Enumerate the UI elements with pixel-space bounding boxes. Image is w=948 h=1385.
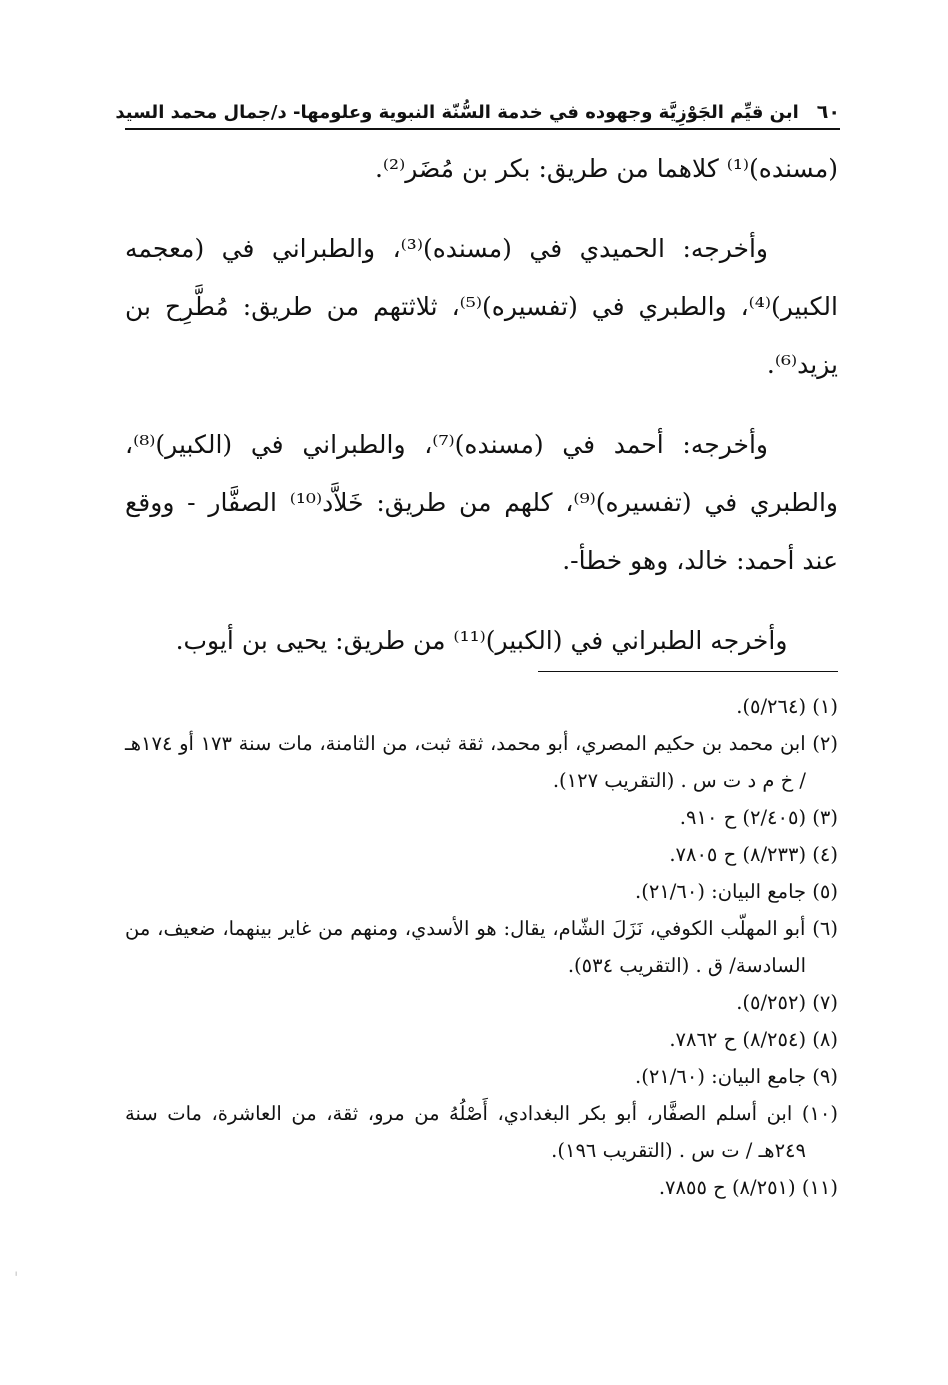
running-header <box>115 96 840 130</box>
footnote-5: (٥) جامع البيان: (٢١/٦٠). <box>635 880 838 903</box>
main-text <box>125 140 838 670</box>
footnote-10: (١٠) ابن أسلم الصفَّار، أبو بكر البغدادي، أَصْلُهُ من مرو، ثقة، من العاشرة، مات سنة ٢٤٩هـ / ت س . (التقريب ١٩٦). <box>125 1102 838 1162</box>
footnote-8: (٨) (٨/٢٥٤) ح ٧٨٦٢. <box>669 1028 838 1051</box>
scan-marker: ' <box>14 1268 19 1287</box>
paragraph-2: وأخرجه: الحميدي في (مسنده)⁽³⁾، والطبراني في (معجمه الكبير)⁽⁴⁾، والطبري في (تفسيره)⁽⁵⁾، ثلاثتهم من طريق: مُطَّرِح بن يزيد⁽⁶⁾. <box>125 234 838 379</box>
page-number: ٦٠ <box>816 101 840 123</box>
footnote-7: (٧) (٥/٢٥٢). <box>736 991 838 1014</box>
footnote-6: (٦) أبو المهلّب الكوفي، نَزَلَ الشّام، يقال: هو الأسدي، ومنهم من غاير بينهما، ضعيف، من السادسة/ ق . (التقريب ٥٣٤). <box>125 917 838 977</box>
running-title: ابن قيِّم الجَوْزِيَّة وجهوده في خدمة السُّنّة النبوية وعلومها- د/جمال محمد السيد <box>115 101 799 123</box>
footnote-1: (١) (٥/٢٦٤). <box>736 695 838 718</box>
footnote-11: (١١) (٨/٢٥١) ح ٧٨٥٥. <box>658 1176 838 1199</box>
paragraph-3: وأخرجه: أحمد في (مسنده)⁽⁷⁾، والطبراني في (الكبير)⁽⁸⁾، والطبري في (تفسيره)⁽⁹⁾، كلهم من طريق: خَلاَّد⁽¹⁰⁾ الصفَّار - ووقع عند أحمد: خالد، وهو خطأ-. <box>125 430 838 575</box>
footnote-4: (٤) (٨/٢٣٣) ح ٧٨٠٥. <box>669 843 838 866</box>
footnote-9: (٩) جامع البيان: (٢١/٦٠). <box>635 1065 838 1088</box>
footnote-separator <box>538 671 838 672</box>
paragraph-1: (مسنده)⁽¹⁾ كلاهما من طريق: بكر بن مُضَر⁽²⁾. <box>374 154 838 183</box>
paragraph-4: وأخرجه الطبراني في (الكبير)⁽¹¹⁾ من طريق: يحيى بن أيوب. <box>175 626 788 655</box>
footnote-3: (٣) (٢/٤٠٥) ح ٩١٠. <box>679 806 838 829</box>
footnote-2: (٢) ابن محمد بن حكيم المصري، أبو محمد، ثقة ثبت، من الثامنة، مات سنة ١٧٣ أو ١٧٤هـ / خ م د ت س . (التقريب ١٢٧). <box>125 732 838 792</box>
footnotes <box>125 688 838 1206</box>
